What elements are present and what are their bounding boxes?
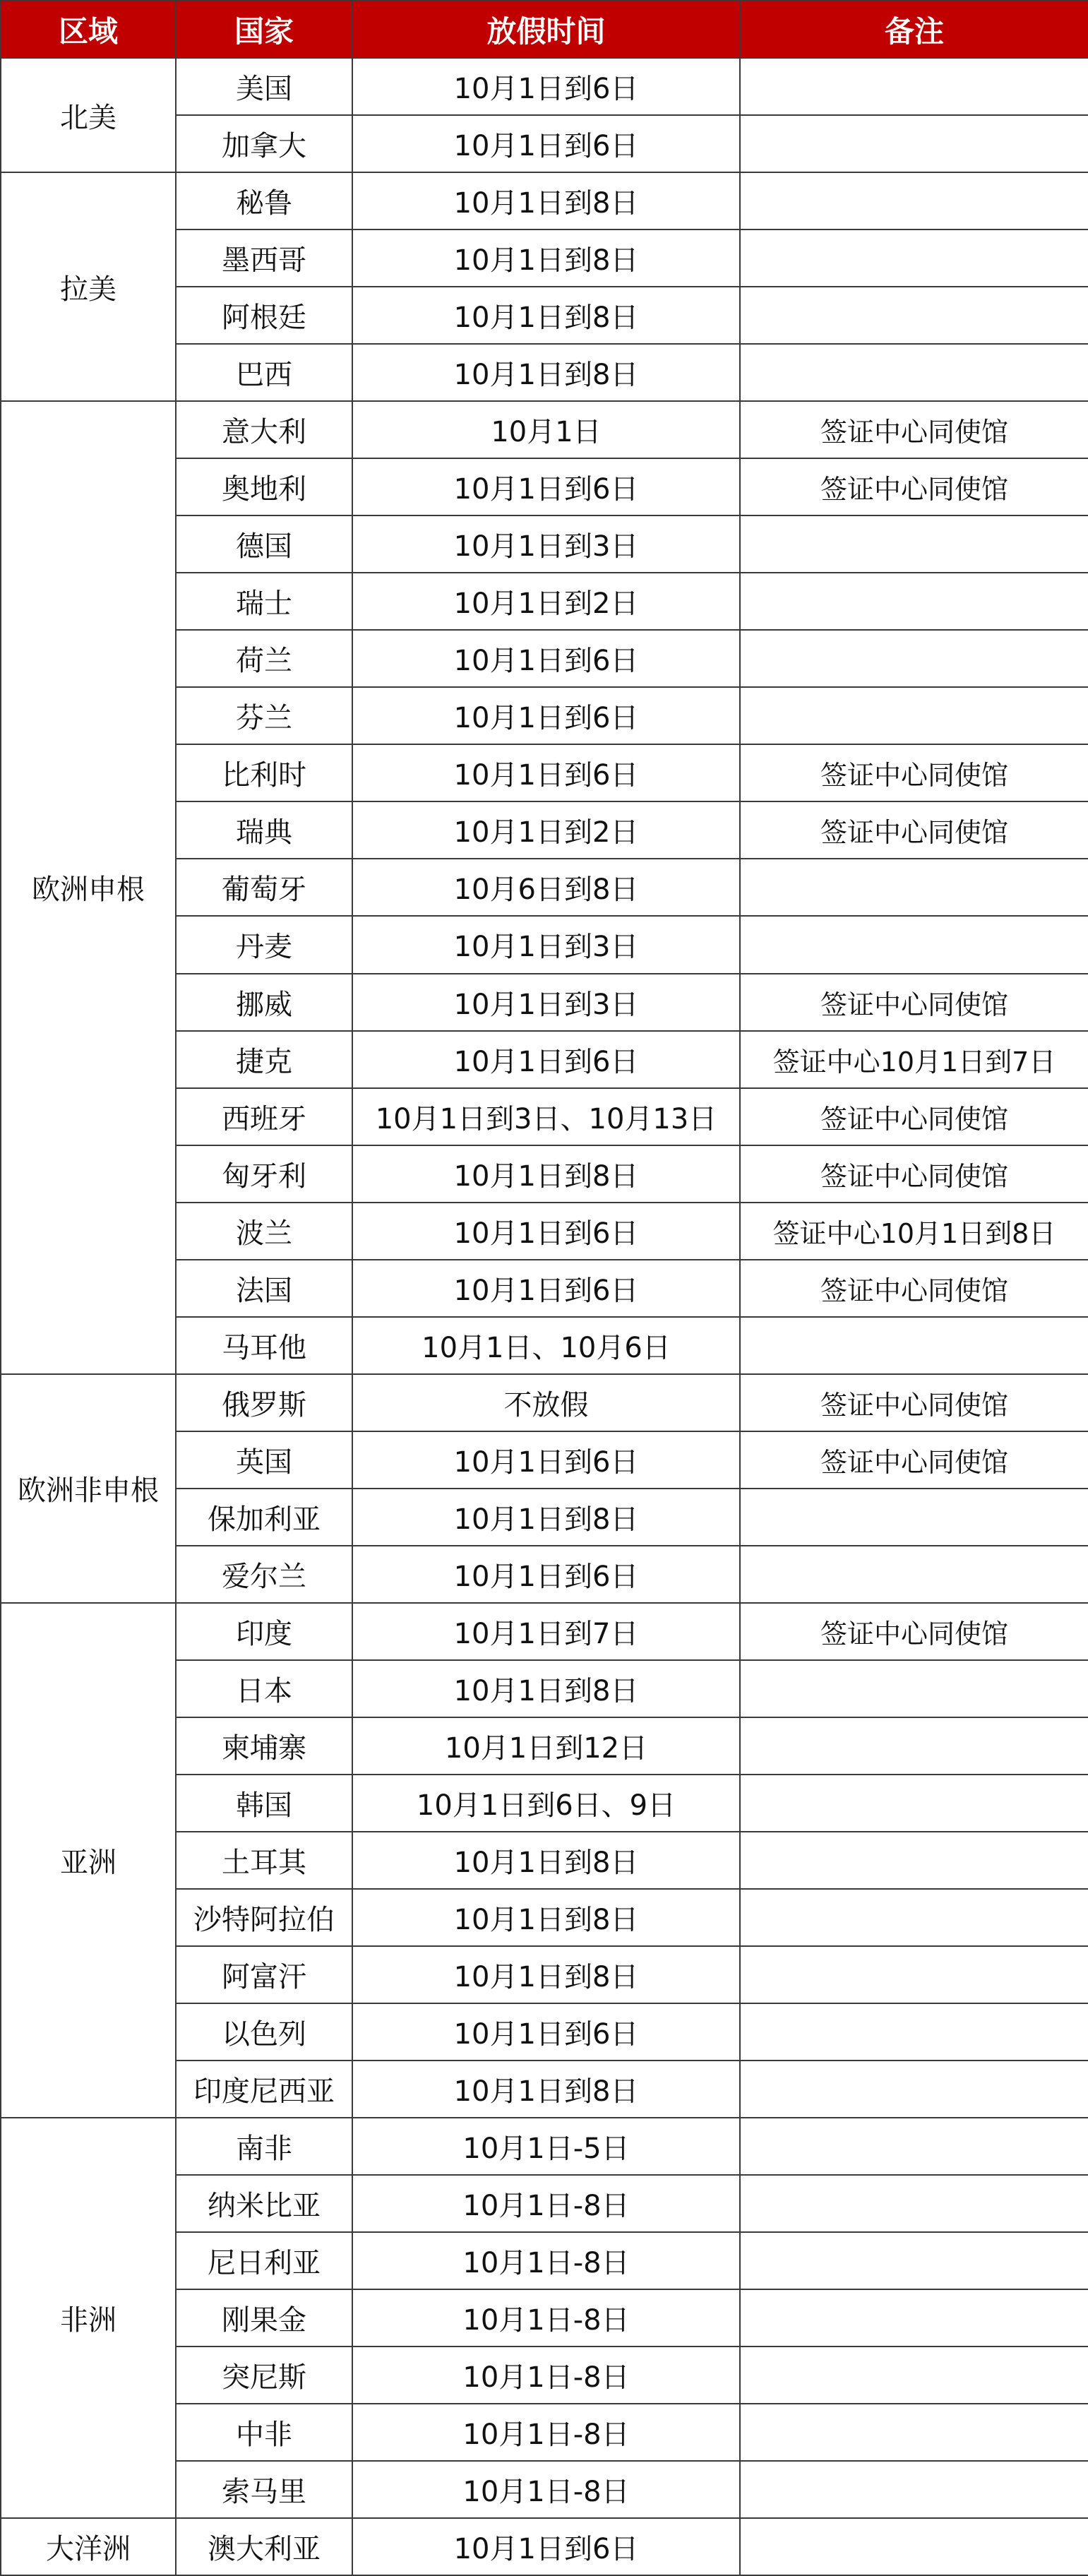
country-cell: 瑞典 (176, 801, 352, 859)
country-cell: 荷兰 (176, 630, 352, 687)
country-cell: 阿富汗 (176, 1946, 352, 2003)
country-cell: 挪威 (176, 974, 352, 1031)
country-cell: 刚果金 (176, 2289, 352, 2347)
remark-cell (740, 344, 1088, 401)
table-row (1, 1603, 1088, 1660)
holiday-period-cell: 10月1日-8日 (352, 2175, 740, 2232)
holiday-period-cell: 10月1日-8日 (352, 2404, 740, 2461)
country-cell: 捷克 (176, 1031, 352, 1088)
country-cell: 保加利亚 (176, 1489, 352, 1546)
holiday-period-cell: 10月1日到8日 (352, 229, 740, 287)
remark-cell: 签证中心同使馆 (740, 401, 1088, 458)
remark-cell: 签证中心同使馆 (740, 1603, 1088, 1660)
holiday-period-cell: 10月1日到8日 (352, 344, 740, 401)
country-cell: 巴西 (176, 344, 352, 401)
country-cell: 印度 (176, 1603, 352, 1660)
remark-cell (740, 1317, 1088, 1374)
table-body (1, 58, 1088, 2575)
country-cell: 法国 (176, 1260, 352, 1317)
holiday-period-cell: 10月1日到6日 (352, 687, 740, 744)
country-cell: 丹麦 (176, 916, 352, 973)
country-cell: 德国 (176, 515, 352, 573)
remark-cell: 签证中心同使馆 (740, 458, 1088, 515)
holiday-period-cell: 10月1日到8日 (352, 1832, 740, 1889)
holiday-period-cell: 10月1日到6日 (352, 2518, 740, 2575)
remark-cell (740, 2289, 1088, 2347)
holiday-period-cell: 10月1日-5日 (352, 2118, 740, 2175)
country-cell: 沙特阿拉伯 (176, 1889, 352, 1946)
remark-cell: 签证中心同使馆 (740, 801, 1088, 859)
country-cell: 澳大利亚 (176, 2518, 352, 2575)
remark-cell (740, 58, 1088, 115)
remark-cell (740, 1832, 1088, 1889)
holiday-period-cell: 10月1日-8日 (352, 2232, 740, 2289)
country-cell: 印度尼西亚 (176, 2061, 352, 2118)
country-cell: 马耳他 (176, 1317, 352, 1374)
remark-cell (740, 2232, 1088, 2289)
remark-cell (740, 859, 1088, 916)
country-cell: 芬兰 (176, 687, 352, 744)
remark-cell (740, 1546, 1088, 1603)
holiday-period-cell: 10月1日到2日 (352, 801, 740, 859)
country-cell: 墨西哥 (176, 229, 352, 287)
remark-cell (740, 115, 1088, 172)
remark-cell (740, 229, 1088, 287)
country-cell: 意大利 (176, 401, 352, 458)
remark-cell: 签证中心同使馆 (740, 1431, 1088, 1489)
remark-cell (740, 2347, 1088, 2404)
country-cell: 葡萄牙 (176, 859, 352, 916)
remark-cell: 签证中心10月1日到8日 (740, 1203, 1088, 1260)
remark-cell: 签证中心同使馆 (740, 974, 1088, 1031)
holiday-period-cell: 10月1日到8日 (352, 172, 740, 229)
holiday-period-cell: 10月1日到3日 (352, 974, 740, 1031)
country-cell: 秘鲁 (176, 172, 352, 229)
table-row (1, 401, 1088, 458)
country-cell: 中非 (176, 2404, 352, 2461)
remark-cell: 签证中心同使馆 (740, 1260, 1088, 1317)
country-cell: 柬埔寨 (176, 1717, 352, 1775)
remark-cell (740, 2404, 1088, 2461)
holiday-period-cell: 10月1日到6日 (352, 744, 740, 801)
holiday-period-cell: 10月1日到8日 (352, 1145, 740, 1203)
region-cell: 非洲 (1, 2118, 176, 2518)
remark-cell (740, 916, 1088, 973)
holiday-period-cell: 10月1日到6日 (352, 630, 740, 687)
region-cell: 大洋洲 (1, 2518, 176, 2575)
holiday-period-cell: 10月1日到6日 (352, 458, 740, 515)
remark-cell: 签证中心同使馆 (740, 1088, 1088, 1145)
header-holiday-period: 放假时间 (352, 1, 740, 58)
country-cell: 奥地利 (176, 458, 352, 515)
holiday-period-cell: 10月1日到3日 (352, 515, 740, 573)
country-cell: 比利时 (176, 744, 352, 801)
holiday-period-cell: 10月6日到8日 (352, 859, 740, 916)
remark-cell (740, 2118, 1088, 2175)
country-cell: 加拿大 (176, 115, 352, 172)
country-cell: 尼日利亚 (176, 2232, 352, 2289)
holiday-period-cell: 10月1日到6日 (352, 1031, 740, 1088)
country-cell: 英国 (176, 1431, 352, 1489)
holiday-period-cell: 10月1日到3日、10月13日 (352, 1088, 740, 1145)
country-cell: 俄罗斯 (176, 1374, 352, 1431)
remark-cell (740, 1660, 1088, 1717)
table-row (1, 2118, 1088, 2175)
remark-cell: 签证中心10月1日到7日 (740, 1031, 1088, 1088)
remark-cell (740, 687, 1088, 744)
table-header (1, 1, 1088, 58)
holiday-period-cell: 10月1日-8日 (352, 2461, 740, 2518)
table-row (1, 2518, 1088, 2575)
country-cell: 纳米比亚 (176, 2175, 352, 2232)
country-cell: 波兰 (176, 1203, 352, 1260)
remark-cell (740, 2061, 1088, 2118)
holiday-period-cell: 10月1日到8日 (352, 2061, 740, 2118)
remark-cell (740, 515, 1088, 573)
country-cell: 阿根廷 (176, 287, 352, 344)
holiday-period-cell: 10月1日到8日 (352, 1660, 740, 1717)
holiday-period-cell: 不放假 (352, 1374, 740, 1431)
country-cell: 以色列 (176, 2003, 352, 2061)
country-cell: 突尼斯 (176, 2347, 352, 2404)
holiday-period-cell: 10月1日到7日 (352, 1603, 740, 1660)
remark-cell: 签证中心同使馆 (740, 1374, 1088, 1431)
country-cell: 西班牙 (176, 1088, 352, 1145)
region-cell: 欧洲非申根 (1, 1374, 176, 1603)
remark-cell (740, 2518, 1088, 2575)
holiday-period-cell: 10月1日到8日 (352, 287, 740, 344)
holiday-period-cell: 10月1日到2日 (352, 573, 740, 630)
country-cell: 韩国 (176, 1775, 352, 1832)
holiday-period-cell: 10月1日到6日、9日 (352, 1775, 740, 1832)
header-region: 区域 (1, 1, 176, 58)
holiday-period-cell: 10月1日到6日 (352, 1260, 740, 1317)
country-cell: 瑞士 (176, 573, 352, 630)
region-cell: 亚洲 (1, 1603, 176, 2118)
holiday-period-cell: 10月1日到8日 (352, 1946, 740, 2003)
country-cell: 美国 (176, 58, 352, 115)
holiday-period-cell: 10月1日到8日 (352, 1489, 740, 1546)
remark-cell (740, 1489, 1088, 1546)
holiday-period-cell: 10月1日到12日 (352, 1717, 740, 1775)
region-cell: 北美 (1, 58, 176, 172)
country-cell: 爱尔兰 (176, 1546, 352, 1603)
header-remark: 备注 (740, 1, 1088, 58)
country-cell: 索马里 (176, 2461, 352, 2518)
remark-cell (740, 172, 1088, 229)
table-row (1, 172, 1088, 229)
country-cell: 日本 (176, 1660, 352, 1717)
holiday-period-cell: 10月1日 (352, 401, 740, 458)
remark-cell (740, 1889, 1088, 1946)
holiday-period-cell: 10月1日到6日 (352, 1203, 740, 1260)
holiday-period-cell: 10月1日到6日 (352, 2003, 740, 2061)
remark-cell (740, 2461, 1088, 2518)
holiday-period-cell: 10月1日-8日 (352, 2289, 740, 2347)
remark-cell: 签证中心同使馆 (740, 1145, 1088, 1203)
remark-cell (740, 2003, 1088, 2061)
remark-cell (740, 2175, 1088, 2232)
holiday-period-cell: 10月1日-8日 (352, 2347, 740, 2404)
holiday-period-cell: 10月1日到6日 (352, 115, 740, 172)
remark-cell: 签证中心同使馆 (740, 744, 1088, 801)
remark-cell (740, 1717, 1088, 1775)
header-row (1, 1, 1088, 58)
country-cell: 匈牙利 (176, 1145, 352, 1203)
remark-cell (740, 630, 1088, 687)
country-cell: 土耳其 (176, 1832, 352, 1889)
header-country: 国家 (176, 1, 352, 58)
holiday-period-cell: 10月1日到6日 (352, 1431, 740, 1489)
table-row (1, 1374, 1088, 1431)
remark-cell (740, 1946, 1088, 2003)
remark-cell (740, 1775, 1088, 1832)
region-cell: 拉美 (1, 172, 176, 401)
holiday-period-cell: 10月1日到8日 (352, 1889, 740, 1946)
holiday-period-cell: 10月1日到3日 (352, 916, 740, 973)
remark-cell (740, 573, 1088, 630)
region-cell: 欧洲申根 (1, 401, 176, 1374)
country-cell: 南非 (176, 2118, 352, 2175)
table-row (1, 58, 1088, 115)
remark-cell (740, 287, 1088, 344)
holiday-period-cell: 10月1日到6日 (352, 1546, 740, 1603)
holiday-period-cell: 10月1日到6日 (352, 58, 740, 115)
holiday-period-cell: 10月1日、10月6日 (352, 1317, 740, 1374)
